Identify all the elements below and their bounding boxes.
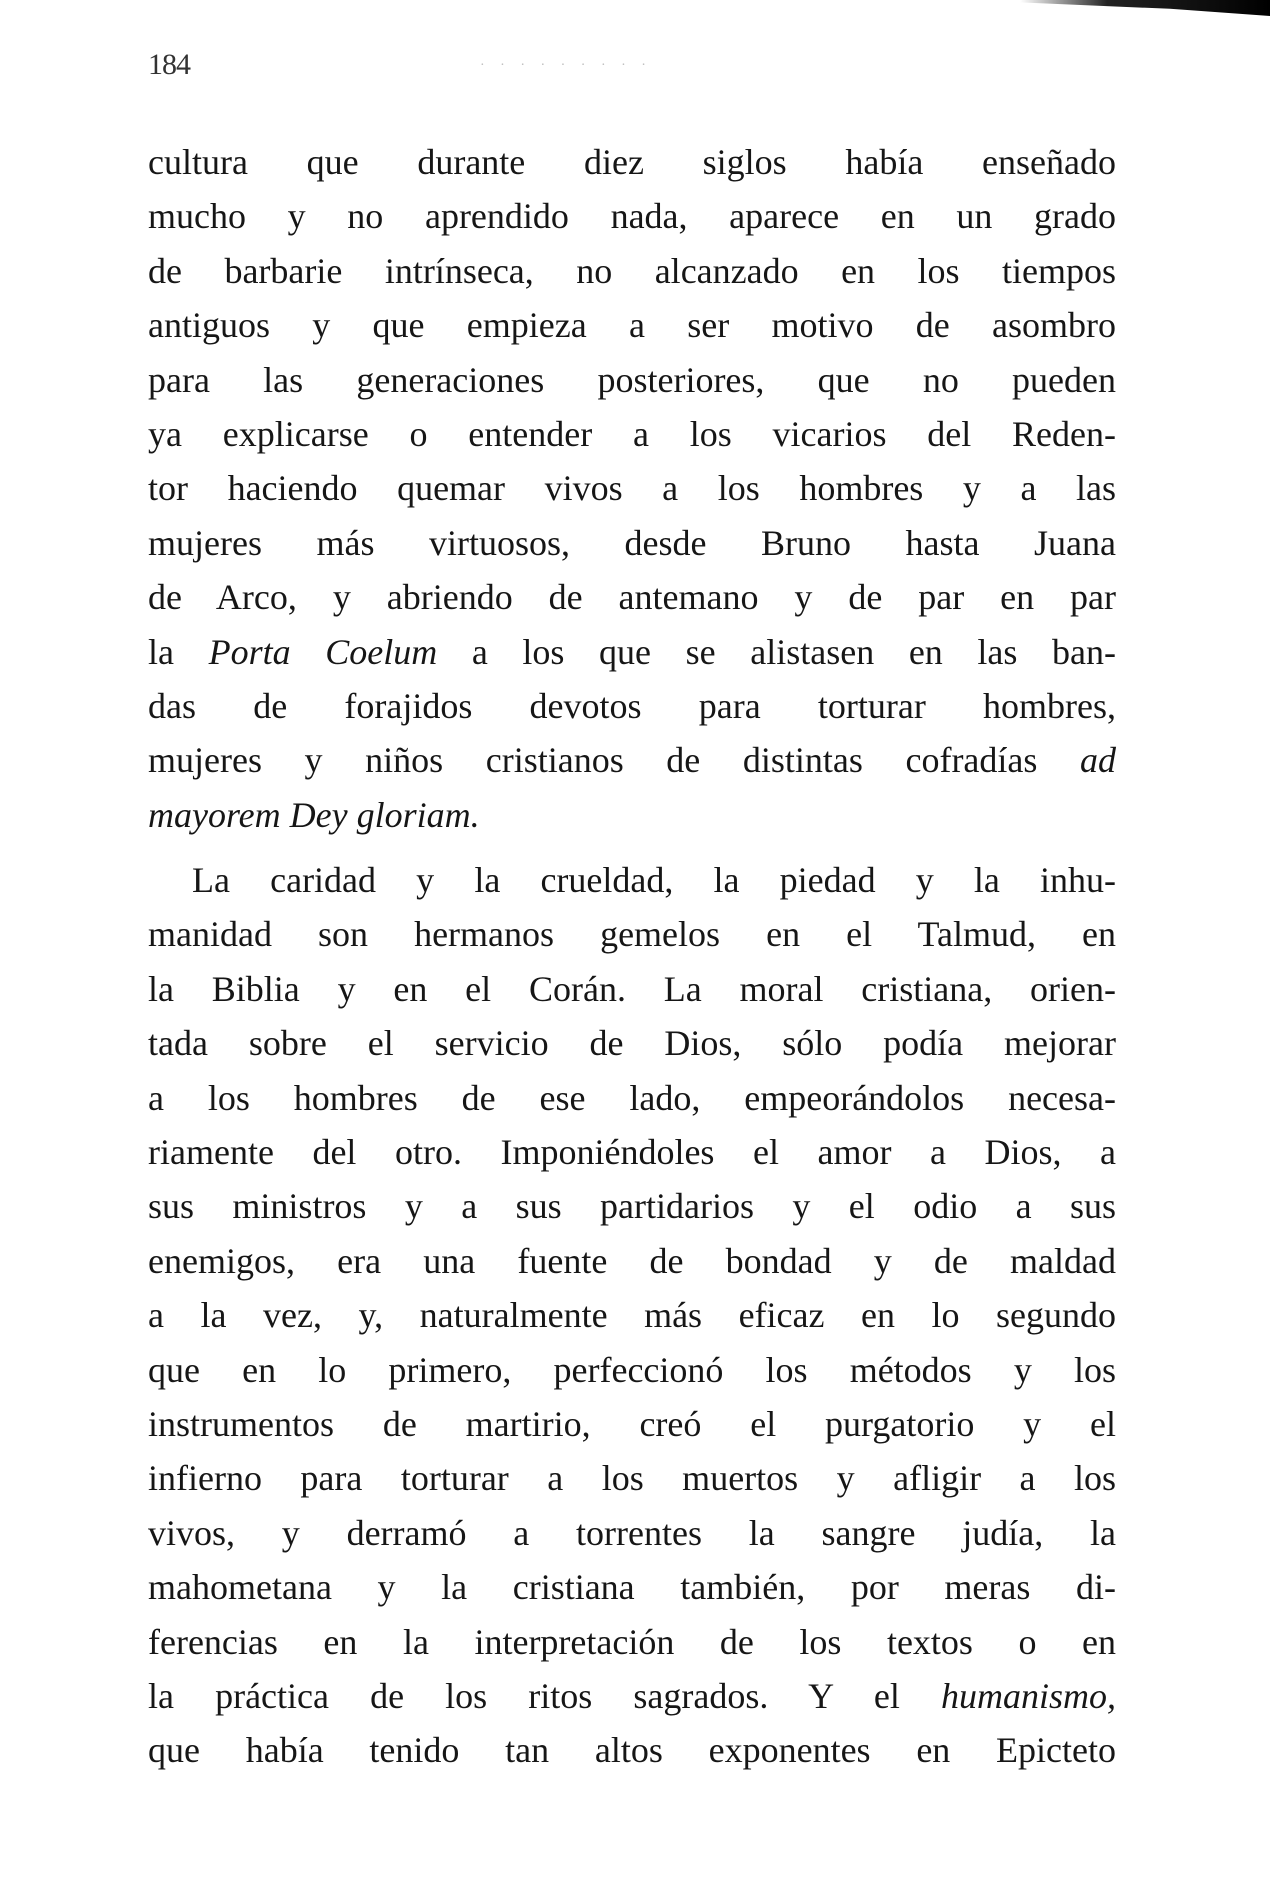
text-segment: ya explicarse o entender a los vicarios del Reden- [148,413,1116,454]
text-line [148,625,1116,679]
text-line [148,962,1116,1016]
text-line [148,1615,1116,1669]
text-line [148,570,1116,624]
text-line [148,244,1116,298]
text-segment: mucho y no aprendido nada, aparece en un grado [148,196,1116,237]
text-line [148,1071,1116,1125]
text-segment: tada sobre el servicio de Dios, sólo podía mejorar [148,1023,1116,1064]
italic-text: Porta Coelum [208,631,438,672]
text-line [148,1343,1116,1397]
text-segment: cultura que durante diez siglos había enseñado [148,142,1116,182]
text-segment: manidad son hermanos gemelos en el Talmud, en [148,914,1116,955]
text-segment: tor haciendo quemar vivos a los hombres y a las [148,468,1116,509]
text-line [148,298,1116,352]
italic-text: ad [1080,740,1116,781]
text-line [148,1506,1116,1560]
text-line [148,1125,1116,1179]
text-segment: enemigos, era una fuente de bondad y de maldad [148,1240,1116,1281]
text-segment: la Biblia y en el Corán. La moral cristiana, orien- [148,968,1116,1009]
paragraph [148,853,1116,1778]
text-segment: que en lo primero, perfeccionó los métodos y los [148,1349,1116,1390]
text-segment: antiguos y que empieza a ser motivo de asombro [148,305,1116,346]
italic-text: mayorem Dey gloriam. [148,794,480,835]
text-segment: a los que se alistasen en las ban- [437,631,1116,672]
text-segment: de barbarie intrínseca, no alcanzado en los tiempos [148,250,1116,291]
text-line [148,407,1116,461]
text-segment: das de forajidos devotos para torturar hombres, [148,685,1116,726]
text-segment: vivos, y derramó a torrentes la sangre judía, la [148,1512,1116,1553]
text-line [148,353,1116,407]
text-segment: de Arco, y abriendo de antemano y de par en par [148,577,1116,618]
italic-text: humanismo, [940,1675,1116,1716]
text-segment: riamente del otro. Imponiéndoles el amor a Dios, a [148,1132,1116,1173]
paragraph [148,135,1116,842]
text-line [148,461,1116,515]
text-segment: instrumentos de martirio, creó el purgatorio y el [148,1403,1116,1444]
text-segment: sus ministros y a sus partidarios y el odio a sus [148,1186,1116,1227]
page-number: 184 [148,48,190,81]
text-line [148,1234,1116,1288]
text-segment: a los hombres de ese lado, empeorándolos necesa- [148,1077,1116,1118]
text-segment: que había tenido tan altos exponentes en Epicteto [148,1730,1116,1771]
text-segment: la práctica de los ritos sagrados. Y el [148,1675,941,1716]
text-line [148,516,1116,570]
text-segment: infierno para torturar a los muertos y afligir a los [148,1458,1116,1499]
text-segment: La caridad y la crueldad, la piedad y la inhu- [192,860,1116,901]
running-head: · · · · · · · · · [480,58,652,73]
text-segment: la [148,631,209,672]
text-line [148,853,1116,907]
text-line [148,1016,1116,1070]
text-line [148,679,1116,733]
text-line [148,1451,1116,1505]
text-line [148,189,1116,243]
text-line [148,135,1116,189]
scan-edge-shadow [1020,0,1270,16]
text-line [148,788,1116,842]
text-segment: mahometana y la cristiana también, por meras di- [148,1567,1116,1608]
text-line [148,1669,1116,1723]
text-line [148,1560,1116,1614]
body-text [148,135,1116,1778]
text-line [148,1288,1116,1342]
text-segment: ferencias en la interpretación de los textos o en [148,1621,1116,1662]
text-segment: mujeres más virtuosos, desde Bruno hasta Juana [148,522,1116,563]
text-line [148,733,1116,787]
text-segment: para las generaciones posteriores, que no pueden [148,359,1116,400]
text-line [148,907,1116,961]
text-line [148,1397,1116,1451]
text-segment: mujeres y niños cristianos de distintas cofradías [148,740,1080,781]
text-line [148,1179,1116,1233]
text-segment: a la vez, y, naturalmente más eficaz en lo segundo [148,1295,1116,1336]
text-line [148,1723,1116,1777]
